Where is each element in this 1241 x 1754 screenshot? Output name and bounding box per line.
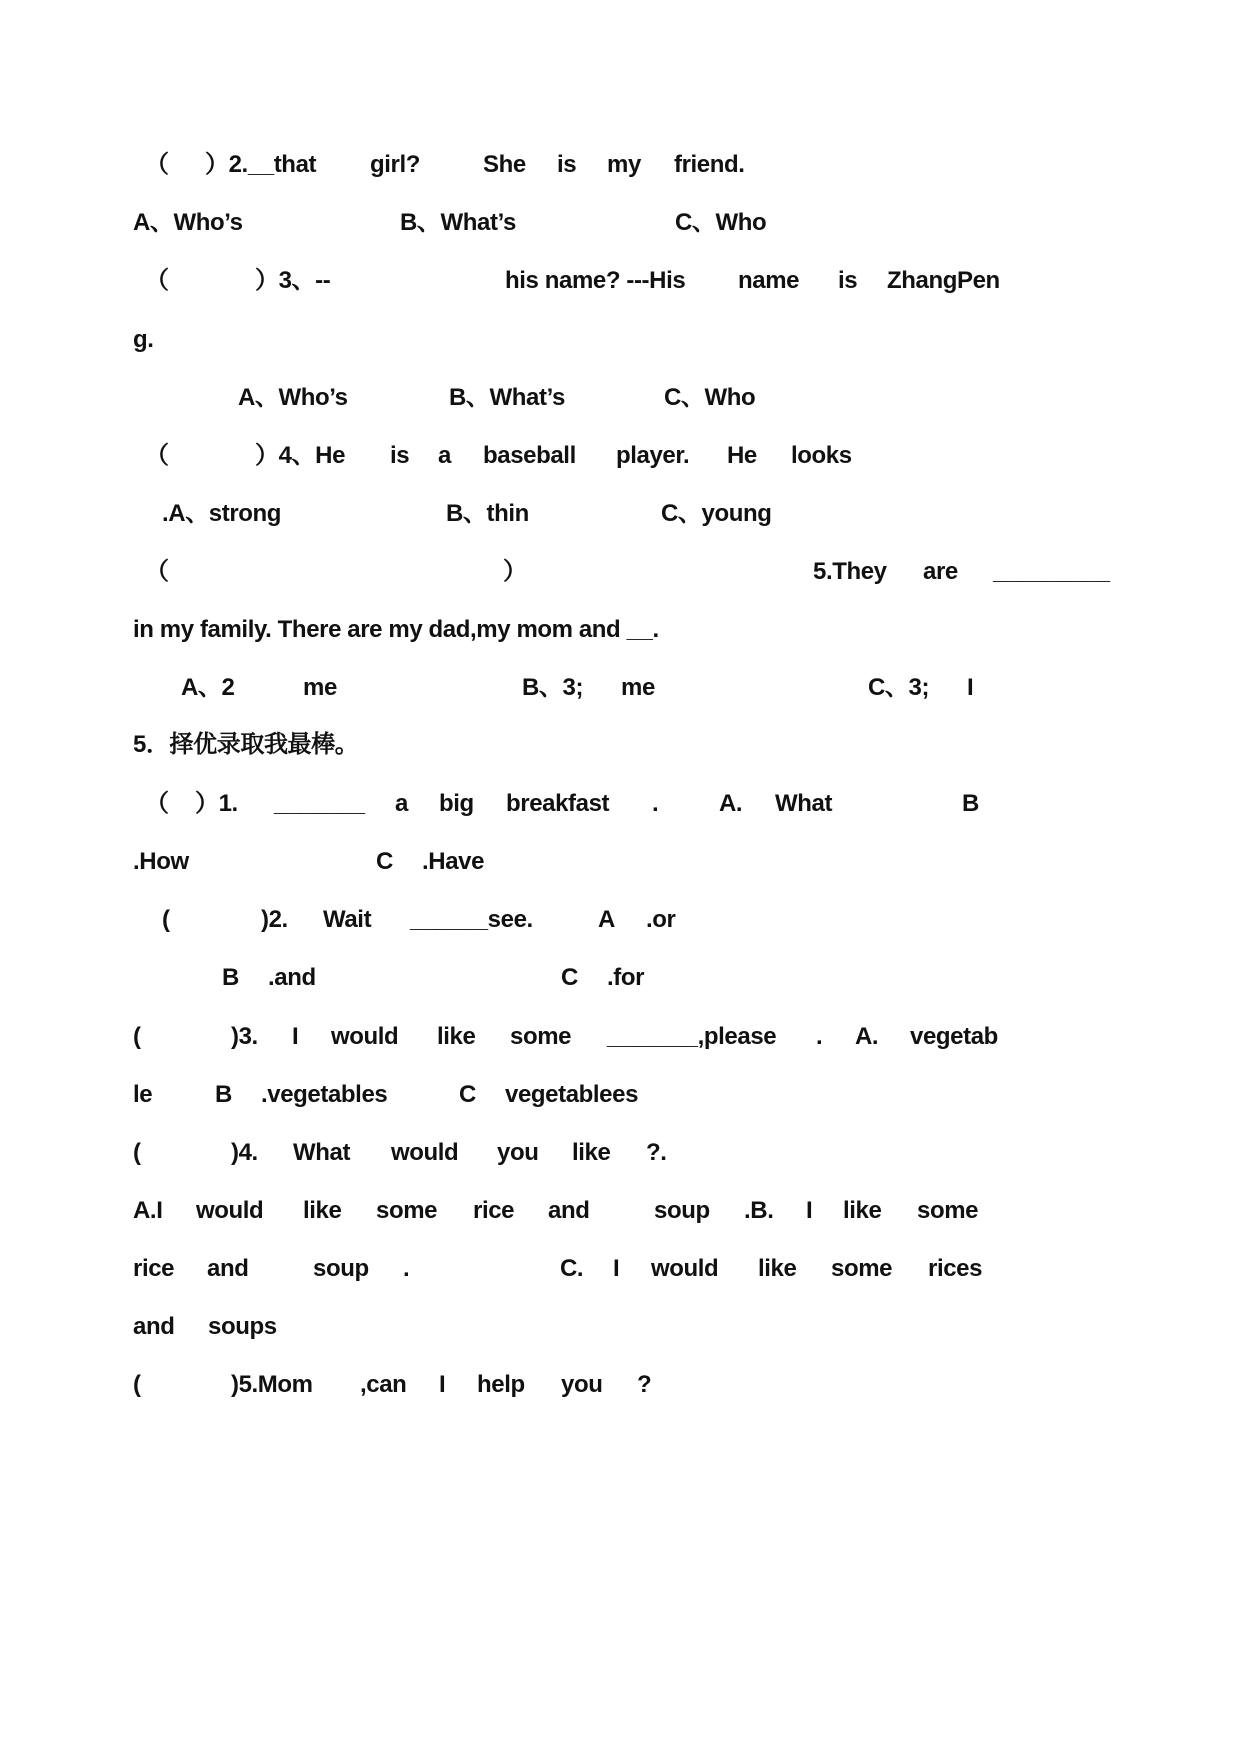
- text-segment: would: [391, 1139, 459, 1166]
- text-segment: like: [572, 1139, 611, 1166]
- text-segment: C、Who: [675, 209, 767, 236]
- text-segment: He: [727, 442, 757, 469]
- text-segment: C: [561, 964, 578, 991]
- text-segment: ）3、--: [255, 267, 331, 294]
- text-segment: .: [403, 1255, 410, 1282]
- text-segment: What: [293, 1139, 351, 1166]
- text-segment: (: [133, 1371, 141, 1398]
- text-segment: .How: [133, 848, 189, 875]
- text-segment: in my family. There are my dad,my mom and __.: [133, 616, 659, 643]
- text-segment: some: [376, 1197, 438, 1224]
- text-segment: you: [561, 1371, 603, 1398]
- text-line: [0, 436, 1241, 476]
- text-segment: ）1.: [195, 790, 238, 817]
- text-line: [0, 552, 1241, 592]
- text-line: [0, 203, 1241, 243]
- text-segment: girl?: [370, 151, 420, 178]
- text-segment: ?.: [646, 1139, 667, 1166]
- text-segment: )5.Mom: [231, 1371, 313, 1398]
- text-line: [0, 784, 1241, 824]
- text-segment: rices: [928, 1255, 983, 1282]
- text-segment: Wait: [323, 906, 372, 933]
- text-segment: A.: [719, 790, 743, 817]
- text-segment: She: [483, 151, 526, 178]
- text-line: [0, 1191, 1241, 1231]
- text-segment: looks: [791, 442, 852, 469]
- text-segment: A.I: [133, 1197, 163, 1224]
- text-segment: is: [390, 442, 410, 469]
- text-segment: C: [459, 1081, 476, 1108]
- text-segment: my: [607, 151, 641, 178]
- text-segment: ZhangPen: [887, 267, 1000, 294]
- text-line: [0, 1365, 1241, 1405]
- text-segment: .vegetables: [261, 1081, 388, 1108]
- text-segment: soup: [313, 1255, 369, 1282]
- text-line: [0, 1075, 1241, 1115]
- text-segment: ）2.__that: [205, 151, 317, 178]
- text-segment: big: [439, 790, 474, 817]
- text-segment: C.: [560, 1255, 584, 1282]
- text-line: [0, 1249, 1241, 1289]
- text-segment: A、2: [181, 674, 235, 701]
- text-segment: name: [738, 267, 800, 294]
- text-segment: like: [437, 1023, 476, 1050]
- text-segment: .B.: [744, 1197, 774, 1224]
- text-segment: I: [292, 1023, 299, 1050]
- text-line: [0, 1133, 1241, 1173]
- text-segment: B、What’s: [400, 209, 516, 236]
- text-segment: 5．择优录取我最棒。: [133, 731, 359, 758]
- text-segment: would: [196, 1197, 264, 1224]
- text-segment: some: [917, 1197, 979, 1224]
- text-segment: .: [652, 790, 659, 817]
- text-segment: A.: [855, 1023, 879, 1050]
- text-line: [0, 842, 1241, 882]
- text-segment: A、Who’s: [238, 384, 348, 411]
- text-segment: player.: [616, 442, 690, 469]
- text-segment: A: [598, 906, 615, 933]
- text-segment: B、What’s: [449, 384, 565, 411]
- text-segment: I: [806, 1197, 813, 1224]
- text-segment: are: [923, 558, 958, 585]
- text-segment: (: [162, 906, 170, 933]
- text-segment: (: [133, 1139, 141, 1166]
- text-line: [0, 900, 1241, 940]
- text-segment: vegetab: [910, 1023, 998, 1050]
- text-segment: I: [967, 674, 974, 701]
- text-segment: （: [145, 442, 169, 469]
- text-segment: baseball: [483, 442, 576, 469]
- text-segment: B: [222, 964, 239, 991]
- text-segment: ______see.: [410, 906, 533, 933]
- text-segment: )3.: [231, 1023, 258, 1050]
- text-segment: and: [133, 1313, 175, 1340]
- text-segment: ）4、He: [255, 442, 346, 469]
- text-line: [0, 1017, 1241, 1057]
- text-segment: and: [207, 1255, 249, 1282]
- text-segment: (: [133, 1023, 141, 1050]
- text-segment: C、Who: [664, 384, 756, 411]
- text-segment: （: [145, 558, 169, 585]
- text-segment: is: [557, 151, 577, 178]
- text-segment: and: [548, 1197, 590, 1224]
- text-segment: （: [145, 790, 169, 817]
- text-segment: ?: [637, 1371, 652, 1398]
- text-segment: B: [215, 1081, 232, 1108]
- text-segment: _______,please: [607, 1023, 777, 1050]
- text-segment: 5.They: [813, 558, 887, 585]
- text-line: [0, 958, 1241, 998]
- text-line: [0, 320, 1241, 360]
- text-line: [0, 1307, 1241, 1347]
- text-segment: .A、strong: [162, 500, 282, 527]
- text-segment: What: [775, 790, 833, 817]
- text-segment: like: [758, 1255, 797, 1282]
- text-segment: )2.: [261, 906, 288, 933]
- text-segment: .and: [268, 964, 316, 991]
- text-segment: like: [303, 1197, 342, 1224]
- text-segment: le: [133, 1081, 153, 1108]
- text-segment: is: [838, 267, 858, 294]
- text-segment: B、thin: [446, 500, 529, 527]
- text-segment: some: [510, 1023, 572, 1050]
- text-segment: B、3;: [522, 674, 584, 701]
- text-segment: B: [962, 790, 979, 817]
- text-segment: g.: [133, 326, 154, 353]
- text-segment: C: [376, 848, 393, 875]
- text-segment: vegetablees: [505, 1081, 639, 1108]
- text-segment: breakfast: [506, 790, 610, 817]
- text-line: [0, 494, 1241, 534]
- text-segment: C、3;: [868, 674, 930, 701]
- text-segment: ）: [503, 558, 527, 585]
- text-segment: rice: [473, 1197, 515, 1224]
- text-line: [0, 610, 1241, 650]
- text-segment: .: [816, 1023, 823, 1050]
- text-segment: soups: [208, 1313, 277, 1340]
- text-segment: _______: [274, 790, 365, 817]
- text-segment: like: [843, 1197, 882, 1224]
- text-segment: .or: [646, 906, 676, 933]
- text-line: [0, 261, 1241, 301]
- text-line: [0, 378, 1241, 418]
- text-segment: help: [477, 1371, 525, 1398]
- text-segment: （: [145, 151, 169, 178]
- text-segment: .for: [607, 964, 645, 991]
- text-segment: rice: [133, 1255, 175, 1282]
- text-line: [0, 145, 1241, 185]
- text-segment: _________: [993, 558, 1110, 585]
- text-segment: )4.: [231, 1139, 258, 1166]
- text-segment: me: [621, 674, 655, 701]
- text-segment: ,can: [360, 1371, 407, 1398]
- text-line: [0, 725, 1241, 765]
- text-segment: friend.: [674, 151, 745, 178]
- text-segment: a: [438, 442, 451, 469]
- text-segment: A、Who’s: [133, 209, 243, 236]
- text-segment: would: [331, 1023, 399, 1050]
- text-segment: I: [439, 1371, 446, 1398]
- text-segment: .Have: [422, 848, 485, 875]
- text-segment: I: [613, 1255, 620, 1282]
- text-segment: his name? ---His: [505, 267, 686, 294]
- text-segment: some: [831, 1255, 893, 1282]
- text-segment: me: [303, 674, 337, 701]
- text-segment: soup: [654, 1197, 710, 1224]
- text-segment: （: [145, 267, 169, 294]
- text-segment: would: [651, 1255, 719, 1282]
- text-segment: a: [395, 790, 408, 817]
- text-line: [0, 668, 1241, 708]
- text-segment: C、young: [661, 500, 772, 527]
- text-segment: you: [497, 1139, 539, 1166]
